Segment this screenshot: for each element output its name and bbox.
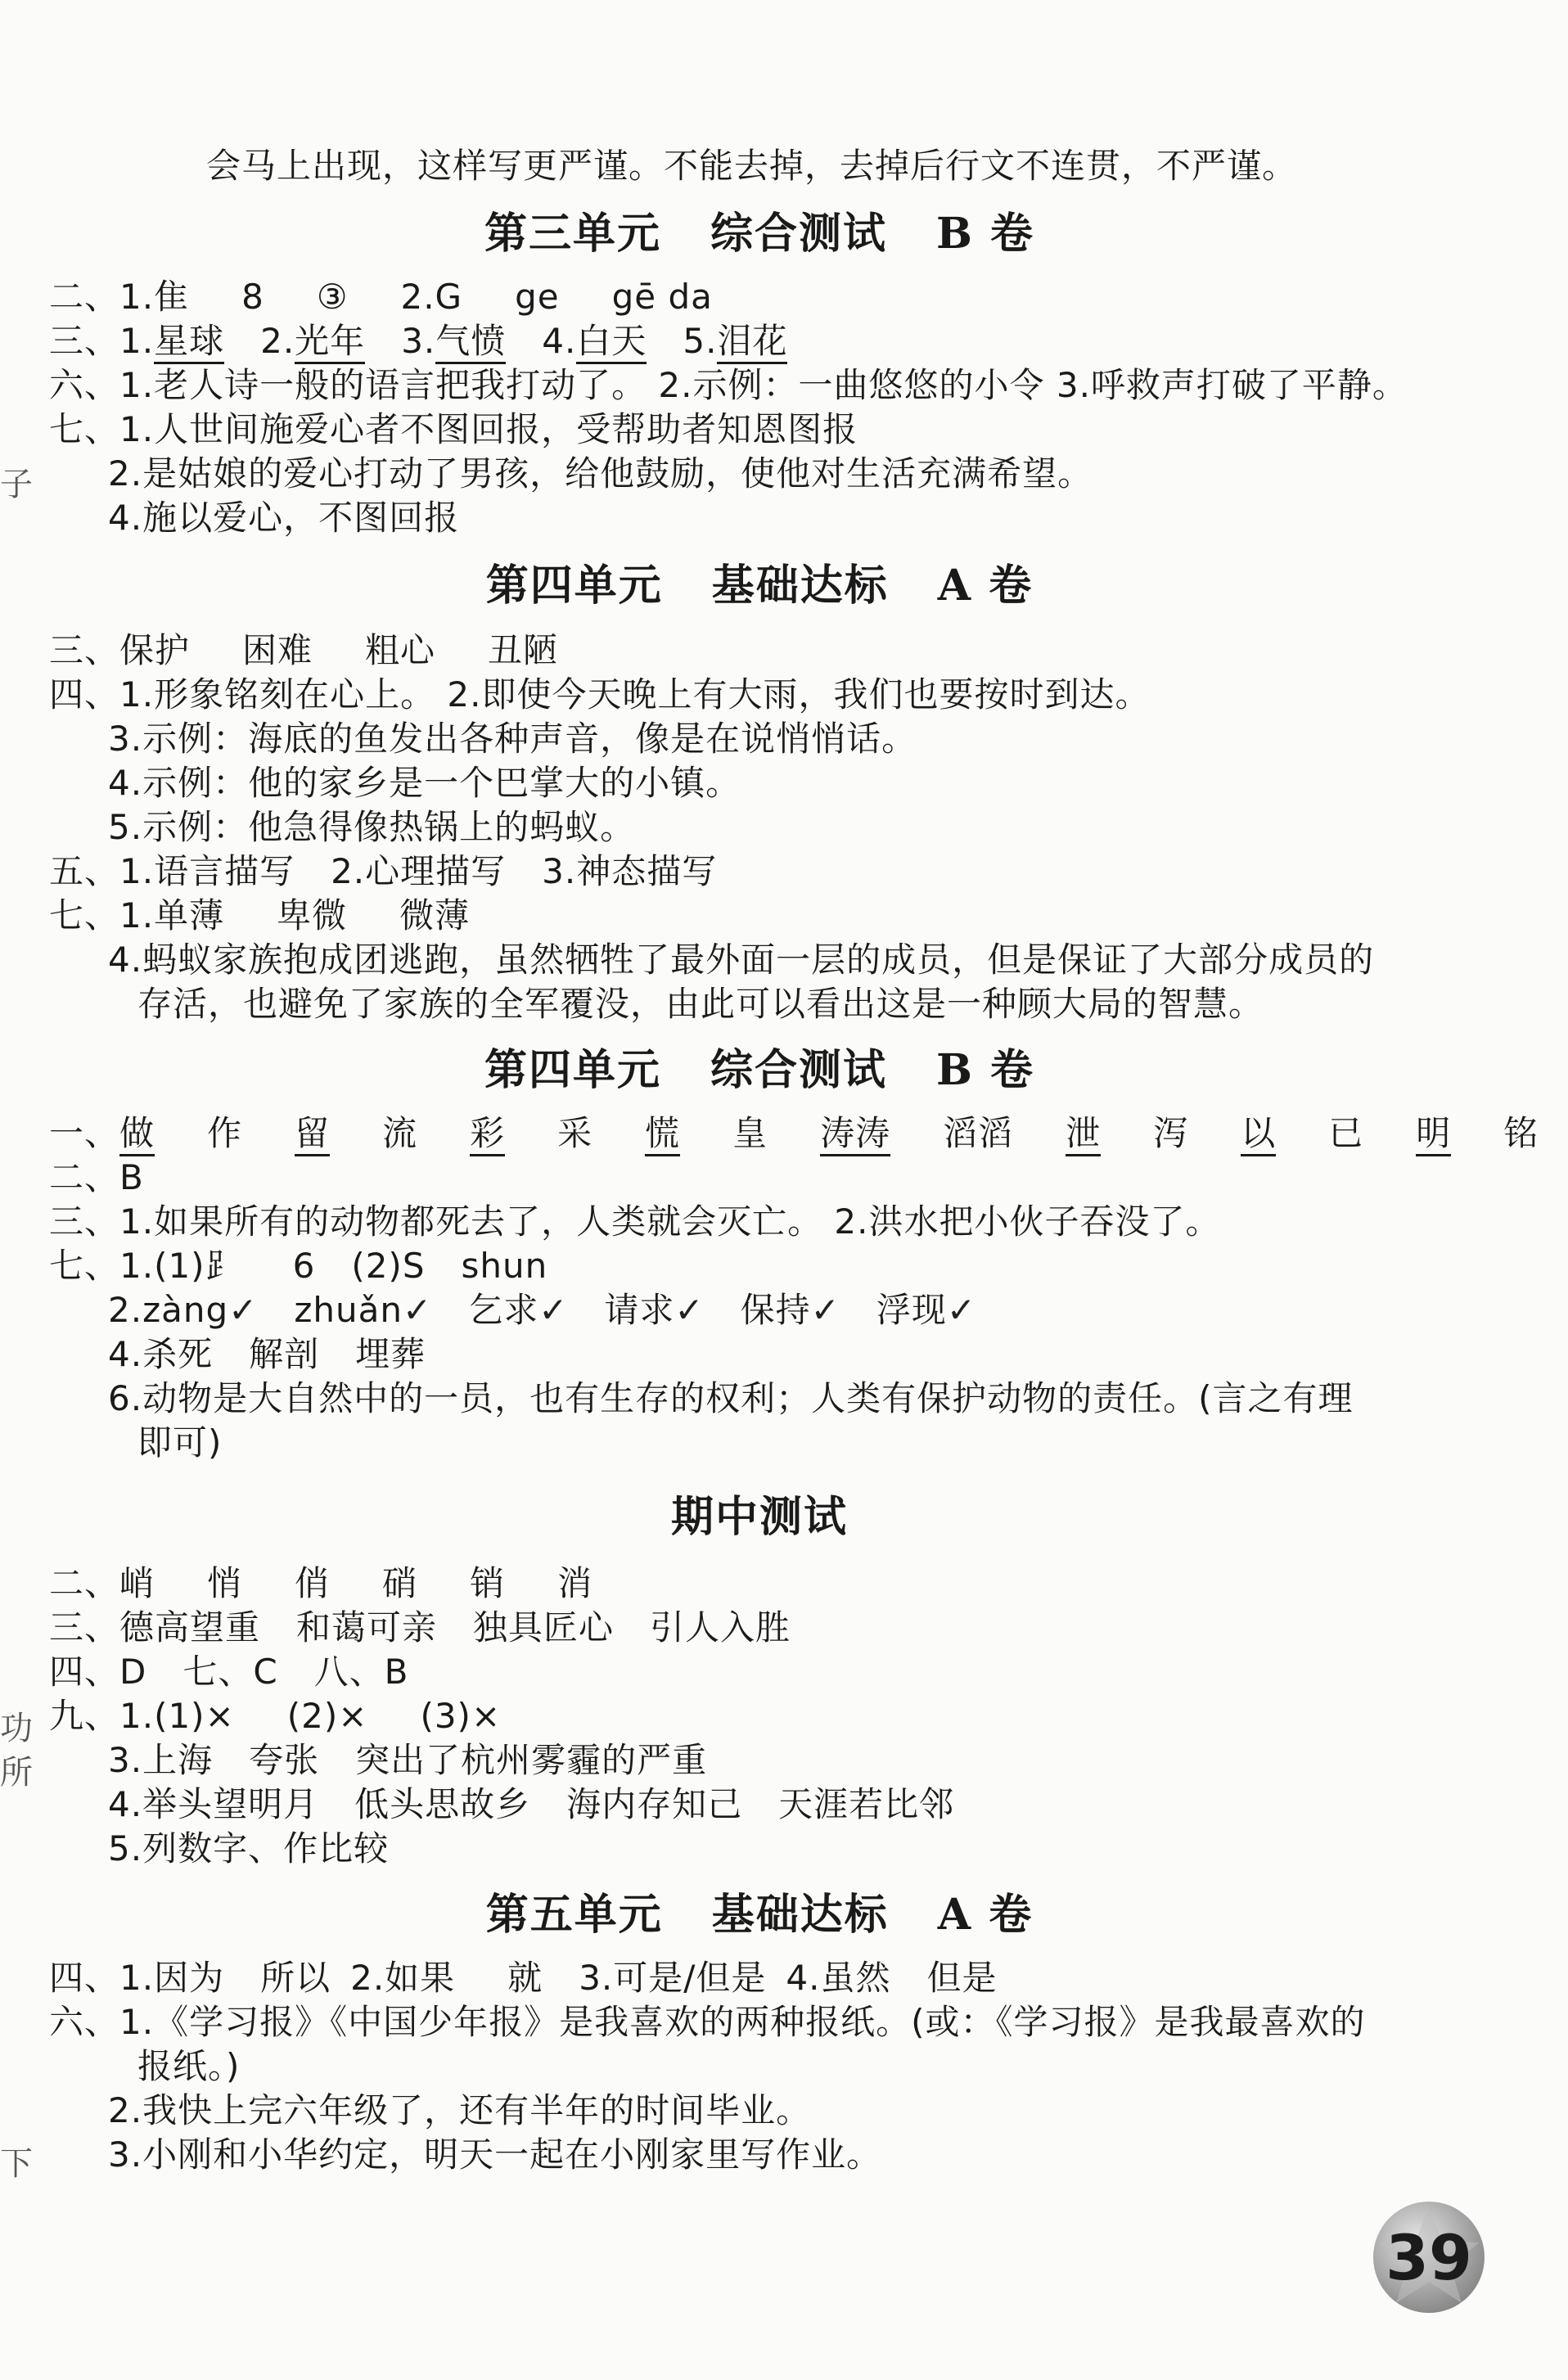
answer-line: 4.示例：他的家乡是一个巴掌大的小镇。 — [108, 763, 741, 803]
answer-line: 4.举头望明月 低头思故乡 海内存知己 天涯若比邻 — [108, 1784, 955, 1824]
checkmark-icon: ✓ — [228, 1290, 259, 1330]
margin-mark: 下 — [0, 2145, 33, 2183]
answer-line: 2.zàng✓ zhuǎn✓ 乞求✓ 请求✓ 保持✓ 浮现✓ — [108, 1290, 977, 1330]
answer-line: 七、1.人世间施爱心者不图回报，受帮助者知恩图报 — [49, 409, 858, 449]
answer-line: 6.动物是大自然中的一员，也有生存的权利；人类有保护动物的责任。(言之有理 — [108, 1378, 1354, 1418]
checkmark-icon: ✓ — [674, 1290, 705, 1330]
checkmark-icon: ✓ — [810, 1290, 840, 1330]
section-heading: 第三单元 综合测试 B 卷 — [484, 209, 1035, 259]
checkmark-icon: ✓ — [946, 1290, 977, 1330]
answer-line: 2.我快上完六年级了，还有半年的时间毕业。 — [108, 2090, 812, 2130]
section-heading: 期中测试 — [670, 1492, 848, 1542]
answer-line: 存活，也避免了家族的全军覆没，由此可以看出这是一种顾大局的智慧。 — [137, 984, 1264, 1024]
answer-line: 5.列数字、作比较 — [108, 1828, 390, 1868]
answer-line: 3.小刚和小华约定，明天一起在小刚家里写作业。 — [108, 2134, 882, 2175]
section-heading: 第四单元 基础达标 A 卷 — [485, 561, 1034, 611]
answer-line: 七、1.(1)⻊ 6 (2)S shun — [49, 1246, 548, 1286]
answer-line: 5.示例：他急得像热锅上的蚂蚁。 — [108, 807, 636, 847]
answer-line: 二、峭 悄 俏 硝 销 消 — [49, 1563, 593, 1603]
answer-line: 三、1.星球 2.光年 3.气愤 4.白天 5.泪花 — [49, 319, 787, 363]
margin-mark: 子 — [0, 466, 33, 503]
checkmark-icon: ✓ — [402, 1290, 433, 1330]
answer-line: 九、1.(1)× (2)× (3)× — [49, 1696, 502, 1736]
answer-line: 四、D 七、C 八、B — [49, 1652, 409, 1692]
answer-line: 三、1.如果所有的动物都死去了，人类就会灭亡。 2.洪水把小伙子吞没了。 — [49, 1201, 1221, 1242]
answer-line: 4.蚂蚁家族抱成团逃跑，虽然牺牲了最外面一层的成员，但是保证了大部分成员的 — [108, 940, 1375, 980]
page-number: 39 — [1386, 2220, 1472, 2294]
margin-mark: 功 — [0, 1710, 33, 1747]
answer-line: 七、1.单薄 卑微 微薄 — [49, 895, 471, 935]
answer-line: 4.杀死 解剖 埋葬 — [108, 1334, 426, 1374]
answer-line: 2.是姑娘的爱心打动了男孩，给他鼓励，使他对生活充满希望。 — [108, 453, 1093, 494]
margin-mark: 所 — [0, 1754, 33, 1792]
answer-line: 报纸。) — [137, 2046, 241, 2086]
section-heading: 第四单元 综合测试 B 卷 — [484, 1045, 1035, 1095]
answer-line: 四、1.形象铭刻在心上。 2.即使今天晚上有大雨，我们也要按时到达。 — [49, 674, 1151, 714]
answer-line: 四、1.因为 所以 2.如果 就 3.可是/但是 4.虽然 但是 — [49, 1958, 998, 1998]
answer-line: 三、保护 困难 粗心 丑陋 — [49, 630, 559, 670]
answer-line: 五、1.语言描写 2.心理描写 3.神态描写 — [49, 851, 718, 891]
checkmark-icon: ✓ — [538, 1290, 569, 1330]
answer-line: 二、1.隹 8 ③ 2.G ge gē da — [49, 277, 713, 317]
answer-line: 4.施以爱心，不图回报 — [108, 498, 460, 538]
page-number-badge — [1373, 2202, 1485, 2313]
answer-line: 六、1.《学习报》《中国少年报》是我喜欢的两种报纸。(或：《学习报》是我最喜欢的 — [49, 2002, 1366, 2042]
answer-line: 3.示例：海底的鱼发出各种声音，像是在说悄悄话。 — [108, 719, 917, 759]
answer-line: 三、德高望重 和蔼可亲 独具匠心 引人入胜 — [49, 1607, 791, 1648]
answer-line: 即可) — [137, 1422, 223, 1463]
answer-line: 二、B — [49, 1157, 144, 1197]
answer-line: 六、1.老人诗一般的语言把我打动了。 2.示例：一曲悠悠的小令 3.呼救声打破了平静。 — [49, 365, 1408, 405]
section-heading: 第五单元 基础达标 A 卷 — [485, 1890, 1034, 1940]
continued-answer-line: 会马上出现，这样写更严谨。不能去掉，去掉后行文不连贯，不严谨。 — [206, 146, 1298, 186]
answer-line: 3.上海 夸张 突出了杭州雾霾的严重 — [108, 1740, 708, 1780]
answer-line: 一、做 作 留 流 彩 采 慌 皇 涛涛 滔滔 泄 泻 以 已 明 铭 — [49, 1111, 1539, 1156]
